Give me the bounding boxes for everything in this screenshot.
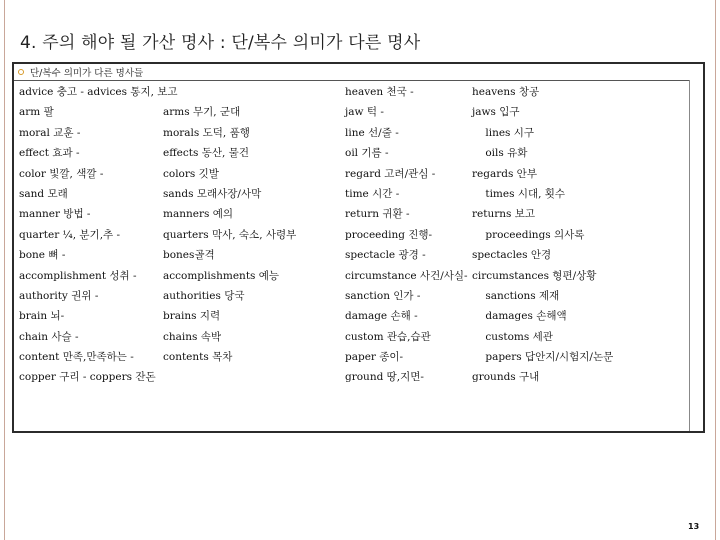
- word-entry: circumstance 사건/사실-: [345, 269, 468, 282]
- column-plural-left: [163, 82, 296, 388]
- word-entry: ground 땅,지면-: [345, 371, 424, 384]
- word-entry: chains 속박: [163, 330, 222, 343]
- word-entry: color 빛깔, 색깔 -: [19, 167, 104, 180]
- word-entry: spectacle 광경 -: [345, 249, 426, 262]
- word-entry: manners 예의: [163, 208, 233, 221]
- word-entry: copper 구리 - coppers 잔돈: [19, 371, 156, 384]
- word-entry: bones골격: [163, 249, 215, 262]
- word-entry: oil 기름 -: [345, 147, 389, 160]
- column-singular-right: [345, 82, 468, 388]
- word-entry: accomplishments 예능: [163, 269, 280, 282]
- word-entry: times 시대, 횟수: [472, 187, 566, 200]
- word-entry: chain 사슬 -: [19, 330, 79, 343]
- right-inner-divider: [689, 80, 690, 431]
- word-entry: effect 효과 -: [19, 147, 80, 160]
- word-entry: proceeding 진행-: [345, 228, 433, 241]
- word-entry: damages 손해액: [472, 310, 567, 323]
- word-entry: jaws 입구: [472, 106, 520, 119]
- word-entry: bone 뼈 -: [19, 249, 66, 262]
- word-entry: proceedings 의사록: [472, 228, 585, 241]
- word-entry: regards 안부: [472, 167, 537, 180]
- word-entry: return 귀환 -: [345, 208, 410, 221]
- subtitle: 단/복수 의미가 다른 명사들: [30, 68, 144, 79]
- column-singular-left: [19, 82, 178, 388]
- word-entry: advice 충고 - advices 통지, 보고: [19, 86, 178, 98]
- word-entry: quarters 막사, 숙소, 사령부: [163, 228, 297, 241]
- word-entry: manner 방법 -: [19, 208, 91, 221]
- word-entry: sand 모래: [19, 187, 68, 200]
- bullet-icon: [18, 69, 24, 75]
- word-entry: brain 뇌-: [19, 310, 65, 323]
- word-entry: regard 고려/관심 -: [345, 167, 436, 180]
- word-entry: colors 깃발: [163, 167, 219, 180]
- word-entry: contents 목차: [163, 351, 233, 364]
- word-entry: papers 답안지/시험지/논문: [472, 351, 614, 364]
- word-entry: sanctions 제재: [472, 289, 560, 302]
- word-entry: morals 도덕, 품행: [163, 126, 250, 139]
- word-entry: sanction 인가 -: [345, 289, 421, 302]
- word-entry: time 시간 -: [345, 187, 400, 200]
- column-plural-right: [472, 82, 613, 388]
- word-entry: jaw 턱 -: [345, 106, 384, 119]
- word-entry: [163, 367, 296, 387]
- word-entry: custom 관습,습관: [345, 330, 431, 343]
- word-entry: oils 유화: [472, 147, 528, 160]
- subtitle-row: [18, 64, 690, 80]
- word-entry: arm 팔: [19, 106, 54, 119]
- word-entry: grounds 구내: [472, 371, 540, 384]
- word-entry: quarter ¼, 분기,추 -: [19, 228, 121, 241]
- left-decorative-line: [4, 0, 5, 540]
- word-entry: heavens 창공: [472, 86, 540, 98]
- word-entry: paper 종이-: [345, 351, 404, 364]
- word-entry: authority 권위 -: [19, 289, 99, 302]
- word-entry: effects 동산, 물건: [163, 147, 249, 160]
- word-entry: content 만족,만족하는 -: [19, 351, 134, 364]
- word-entry: moral 교훈 -: [19, 126, 81, 139]
- word-entry: lines 시구: [472, 126, 535, 139]
- word-entry: [163, 82, 296, 102]
- word-entry: returns 보고: [472, 208, 536, 221]
- word-entry: sands 모래사장/사막: [163, 187, 262, 200]
- word-entry: authorities 당국: [163, 289, 245, 302]
- slide-title: 4. 주의 해야 될 가산 명사 : 단/복수 의미가 다른 명사: [20, 33, 421, 53]
- word-entry: accomplishment 성취 -: [19, 269, 137, 282]
- right-decorative-line: [715, 0, 716, 540]
- word-entry: arms 무기, 군대: [163, 106, 241, 119]
- word-entry: customs 세관: [472, 330, 553, 343]
- word-entry: spectacles 안경: [472, 249, 552, 262]
- word-entry: damage 손해 -: [345, 310, 418, 323]
- word-entry: brains 지력: [163, 310, 221, 323]
- page-number: 13: [688, 522, 700, 531]
- word-entry: circumstances 형편/상황: [472, 269, 597, 282]
- subtitle-divider: [14, 80, 690, 81]
- word-entry: line 선/줄 -: [345, 126, 399, 139]
- word-entry: heaven 천국 -: [345, 86, 414, 98]
